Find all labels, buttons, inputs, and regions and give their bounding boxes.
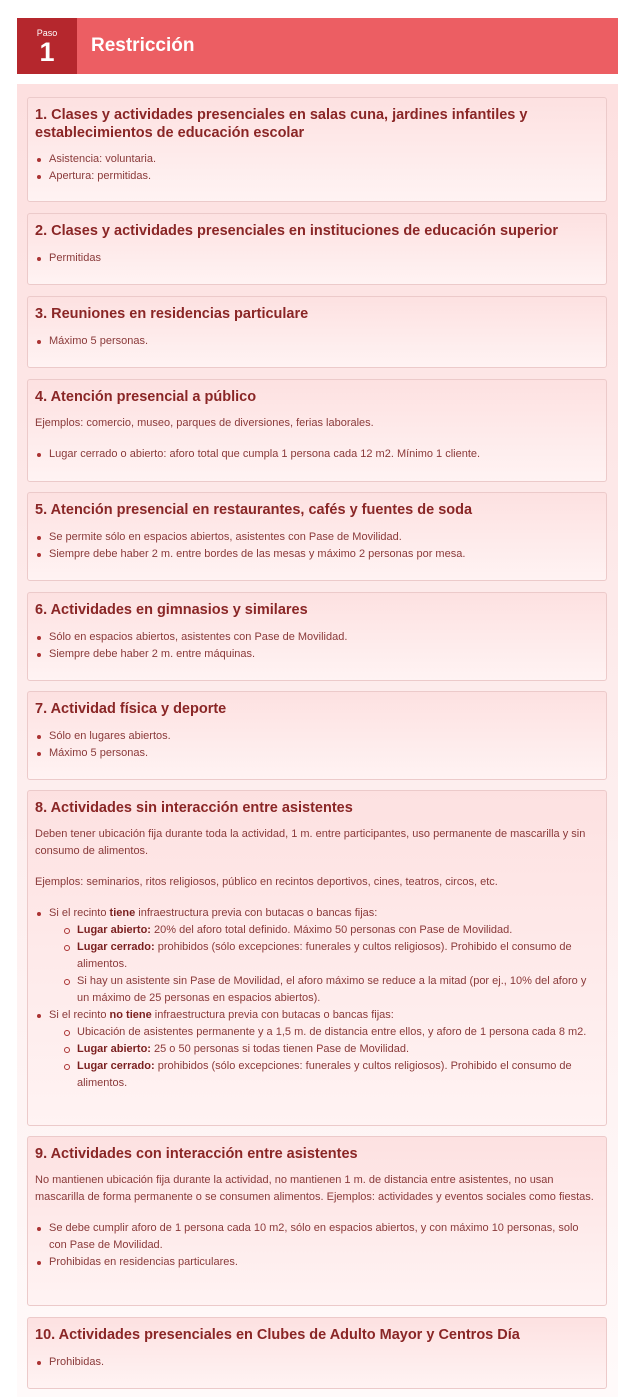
card-with-interaction (27, 1136, 607, 1306)
card-title: 4. Atención presencial a público (35, 389, 257, 405)
step-number: 1 (39, 37, 55, 67)
card-examples: Ejemplos: seminarios, ritos religiosos, público en recintos deportivos, cines, teatros, circos, etc. (35, 876, 498, 888)
card-higher-education (27, 213, 607, 285)
restrictions-panel (17, 84, 618, 1397)
card-title: 7. Actividad física y deporte (35, 701, 227, 717)
list-item: Si el recinto no tiene infraestructura previa con butacas o bancas fijas: Ubicación de asistentes permanente y a 1,5 m. de distancia entre ellos, y aforo de 1 persona cada 8 m2. Lugar abierto: 25 o 50 personas si todas tienen Pase de Movilidad. Lugar cerrado: prohibidos (sólo excepciones: funerales y cultos religiosos). Prohibido el consumo de alimentos. (35, 1007, 599, 1092)
sub-list-item: Lugar abierto: 20% del aforo total definido. Máximo 50 personas con Pase de Movilidad. (63, 922, 599, 939)
page-title: Restricción (91, 35, 195, 56)
list-item: Sólo en espacios abiertos, asistentes con Pase de Movilidad. (35, 629, 599, 646)
card-private-meetings (27, 296, 607, 368)
list-item: Sólo en lugares abiertos. (35, 728, 599, 745)
list-item: Se debe cumplir aforo de 1 persona cada 10 m2, sólo en espacios abiertos, y con máximo 10 personas, solo con Pase de Movilidad. (35, 1220, 599, 1254)
sub-list-item: Lugar abierto: 25 o 50 personas si todas tienen Pase de Movilidad. (63, 1041, 599, 1058)
card-title: 2. Clases y actividades presenciales en instituciones de educación superior (35, 223, 559, 239)
sub-list-item: Lugar cerrado: prohibidos (sólo excepciones: funerales y cultos religiosos). Prohibido el consumo de alimentos. (63, 1058, 599, 1092)
list-item: Se permite sólo en espacios abiertos, asistentes con Pase de Movilidad. (35, 529, 599, 546)
list-item: Si el recinto tiene infraestructura previa con butacas o bancas fijas: Lugar abierto: 20% del aforo total definido. Máximo 50 personas con Pase de Movilidad. Lugar cerrado: prohibidos (sólo excepciones: funerales y cultos religiosos). Prohibido el consumo de alimentos. Si hay un asistente sin Pase de Movilidad, el aforo máximo se reduce a la mitad (por ej., 10% del aforo y un máximo de 25 personas en espacios abiertos). (35, 905, 599, 1007)
card-title: 8. Actividades sin interacción entre asistentes (35, 800, 353, 816)
card-intro: No mantienen ubicación fija durante la actividad, no mantienen 1 m. de distancia entre asistentes, no usan mascarilla de forma permanente o se consumen alimentos. Ejemplos: actividades y eventos sociales como fiestas. (35, 1174, 594, 1203)
card-title: 9. Actividades con interacción entre asistentes (35, 1146, 358, 1162)
sub-list-item: Si hay un asistente sin Pase de Movilidad, el aforo máximo se reduce a la mitad (por ej., 10% del aforo y un máximo de 25 personas en espacios abiertos). (63, 973, 599, 1007)
list-item: Permitidas (35, 250, 599, 267)
list-item: Lugar cerrado o abierto: aforo total que cumpla 1 persona cada 12 m2. Mínimo 1 cliente. (35, 446, 599, 463)
card-no-interaction (27, 790, 607, 1126)
list-item: Apertura: permitidas. (35, 168, 599, 185)
list-item: Máximo 5 personas. (35, 333, 599, 350)
sub-list-item: Ubicación de asistentes permanente y a 1,5 m. de distancia entre ellos, y aforo de 1 persona cada 8 m2. (63, 1024, 599, 1041)
sub-list-item: Lugar cerrado: prohibidos (sólo excepciones: funerales y cultos religiosos). Prohibido el consumo de alimentos. (63, 939, 599, 973)
list-item: Asistencia: voluntaria. (35, 151, 599, 168)
card-title: 3. Reuniones en residencias particulare (35, 306, 309, 322)
step-badge (17, 18, 77, 74)
card-intro: Deben tener ubicación fija durante toda la actividad, 1 m. entre participantes, uso permanente de mascarilla y sin consumo de alimentos. (35, 828, 586, 857)
list-item: Prohibidas. (35, 1354, 599, 1371)
step-header (17, 18, 618, 74)
card-restaurants (27, 492, 607, 581)
card-public-attention (27, 379, 607, 482)
card-title: 10. Actividades presenciales en Clubes de Adulto Mayor y Centros Día (35, 1327, 520, 1343)
list-item: Siempre debe haber 2 m. entre máquinas. (35, 646, 599, 663)
list-item: Máximo 5 personas. (35, 745, 599, 762)
card-title: 5. Atención presencial en restaurantes, cafés y fuentes de soda (35, 502, 473, 518)
card-school-education (27, 97, 607, 202)
card-title: 1. Clases y actividades presenciales en salas cuna, jardines infantiles y establecimientos de educación escolar (35, 107, 528, 141)
list-item: Siempre debe haber 2 m. entre bordes de las mesas y máximo 2 personas por mesa. (35, 546, 599, 563)
card-gyms (27, 592, 607, 681)
card-senior-clubs (27, 1317, 607, 1389)
card-title: 6. Actividades en gimnasios y similares (35, 602, 308, 618)
list-item: Prohibidas en residencias particulares. (35, 1254, 599, 1271)
card-sports (27, 691, 607, 780)
card-intro: Ejemplos: comercio, museo, parques de diversiones, ferias laborales. (35, 417, 374, 429)
step-label: Paso (36, 28, 58, 38)
